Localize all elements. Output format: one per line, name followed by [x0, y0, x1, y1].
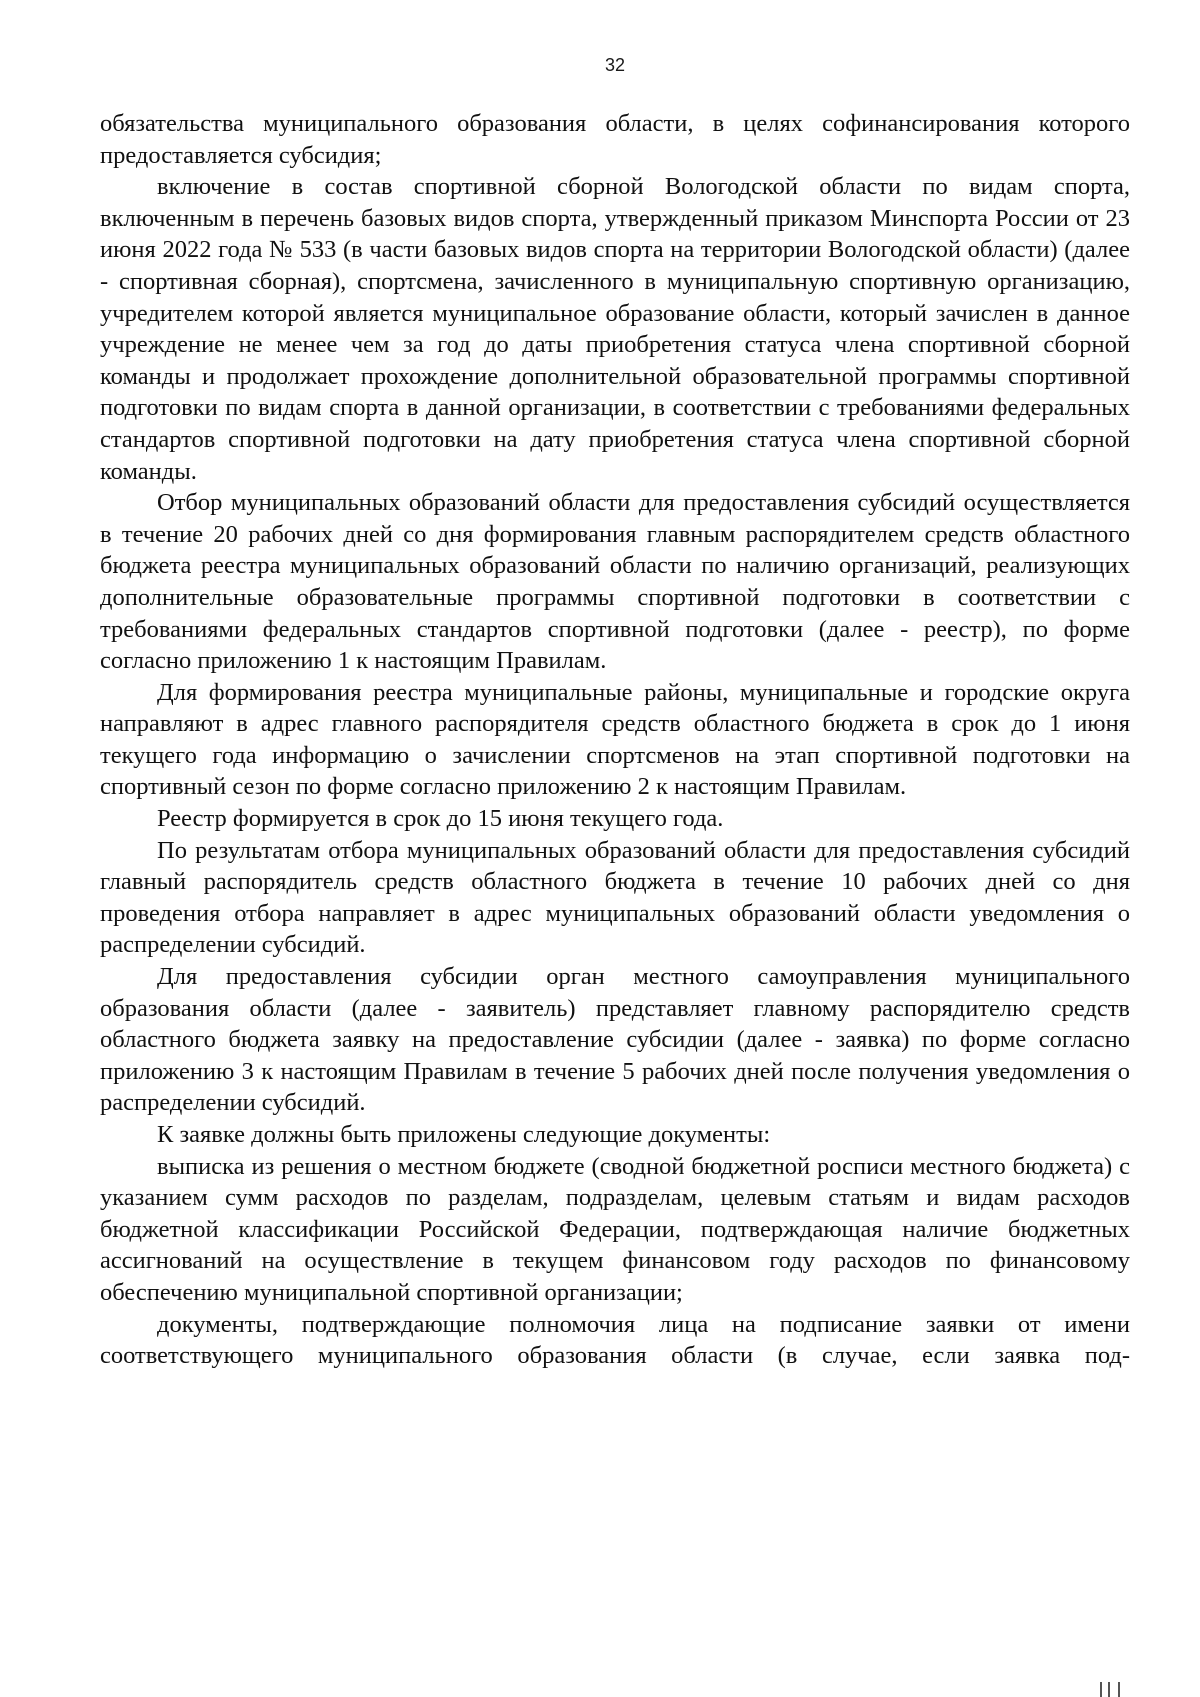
- paragraph: включение в состав спортивной сборной Вологодской области по видам спорта, включенным в перечень базовых видов спорта, утвержденный приказом Минспорта России от 23 июня 2022 года № 533 (в части базовых видов спорта на территории Вологодской области) (далее - спортивная сборная), спортсмена, зачисленного в муниципальную спортивную организацию, учредителем которой является муниципальное образование области, который зачислен в данное учреждение не менее чем за год до даты приобретения статуса члена спортивной сборной команды и продолжает прохождение дополнительной образовательной программы спортивной подготовки по видам спорта в данной организации, в соответствии с требованиями федеральных стандартов спортивной подготовки на дату приобретения статуса члена спортивной сборной команды.: [100, 173, 1130, 485]
- document-body: [100, 108, 1130, 1372]
- scan-artifact: [1098, 1680, 1124, 1697]
- paragraph: Для формирования реестра муниципальные районы, муниципальные и городские округа направляют в адрес главного распорядителя средств областного бюджета в срок до 1 июня текущего года информацию о зачислении спортсменов на этап спортивной подготовки на спортивный сезон по форме согласно приложению 2 к настоящим Правилам.: [100, 678, 1130, 801]
- paragraph: Для предоставления субсидии орган местного самоуправления муниципального образования области (далее - заявитель) представляет главному распорядителю средств областного бюджета заявку на предоставление субсидии (далее - заявка) по форме согласно приложению 3 к настоящим Правилам в течение 5 рабочих дней после получения уведомления о распределении субсидий.: [100, 963, 1130, 1117]
- paragraph: документы, подтверждающие полномочия лица на подписание заявки от имени соответствующего муниципального образования области (в случае, если заявка под-: [100, 1310, 1130, 1370]
- page-number: 32: [604, 55, 626, 75]
- paragraph: К заявке должны быть приложены следующие документы:: [157, 1121, 771, 1148]
- paragraph: Отбор муниципальных образований области для предоставления субсидий осуществляется в течение 20 рабочих дней со дня формирования главным распорядителем средств областного бюджета реестра муниципальных образований области по наличию организаций, реализующих дополнительные образовательные программы спортивной подготовки в соответствии с требованиями федеральных стандартов спортивной подготовки (далее - реестр), по форме согласно приложению 1 к настоящим Правилам.: [100, 489, 1130, 675]
- paragraph: Реестр формируется в срок до 15 июня текущего года.: [157, 805, 724, 833]
- paragraph: выписка из решения о местном бюджете (сводной бюджетной росписи местного бюджета) с указанием сумм расходов по разделам, подразделам, целевым статьям и видам расходов бюджетной классификации Российской Федерации, подтверждающая наличие бюджетных ассигнований на осуществление в текущем финансовом году расходов по финансовому обеспечению муниципальной спортивной организации;: [100, 1152, 1130, 1306]
- paragraph: обязательства муниципального образования области, в целях софинансирования которого предоставляется субсидия;: [100, 110, 1130, 169]
- paragraph: По результатам отбора муниципальных образований области для предоставления субсидий главный распорядитель средств областного бюджета в течение 10 рабочих дней со дня проведения отбора направляет в адрес муниципальных образований области уведомления о распределении субсидий.: [100, 836, 1130, 959]
